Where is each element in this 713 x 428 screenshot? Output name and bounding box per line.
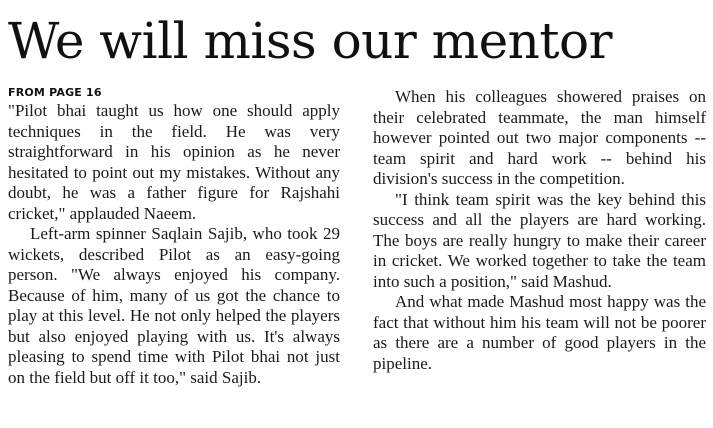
- paragraph: When his colleagues showered praises on their celebrated teammate, the man himself however pointed out two major components -- team spirit and hard work -- behind his division's success in the competition.: [373, 87, 706, 188]
- article-column-left: [8, 86, 340, 388]
- paragraph: And what made Mashud most happy was the fact that without him his team will not be poorer as there are a number of good players in the pipeline.: [373, 292, 706, 373]
- article-column-right: [373, 87, 706, 374]
- paragraph: Left-arm spinner Saqlain Sajib, who took 29 wickets, described Pilot as an easy-going person. "We always enjoyed his company. Because of him, many of us got the chance to play at this level. He not only helped the players but also enjoyed playing with us. It's always pleasing to spend time with Pilot bhai not just on the field but off it too," said Sajib.: [8, 224, 340, 387]
- headline: We will miss our mentor: [8, 12, 612, 70]
- paragraph: "I think team spirit was the key behind this success and all the players are hard working. The boys are really hungry to make their career in cricket. We worked together to take the team into such a position," said Mashud.: [373, 189, 706, 291]
- continuation-kicker: FROM PAGE 16: [8, 86, 102, 99]
- paragraph: "Pilot bhai taught us how one should apply techniques in the field. He was very straightforward in his opinion as he never hesitated to point out my mistakes. Without any doubt, he was a father figure for Rajshahi cricket," applauded Naeem.: [8, 101, 340, 223]
